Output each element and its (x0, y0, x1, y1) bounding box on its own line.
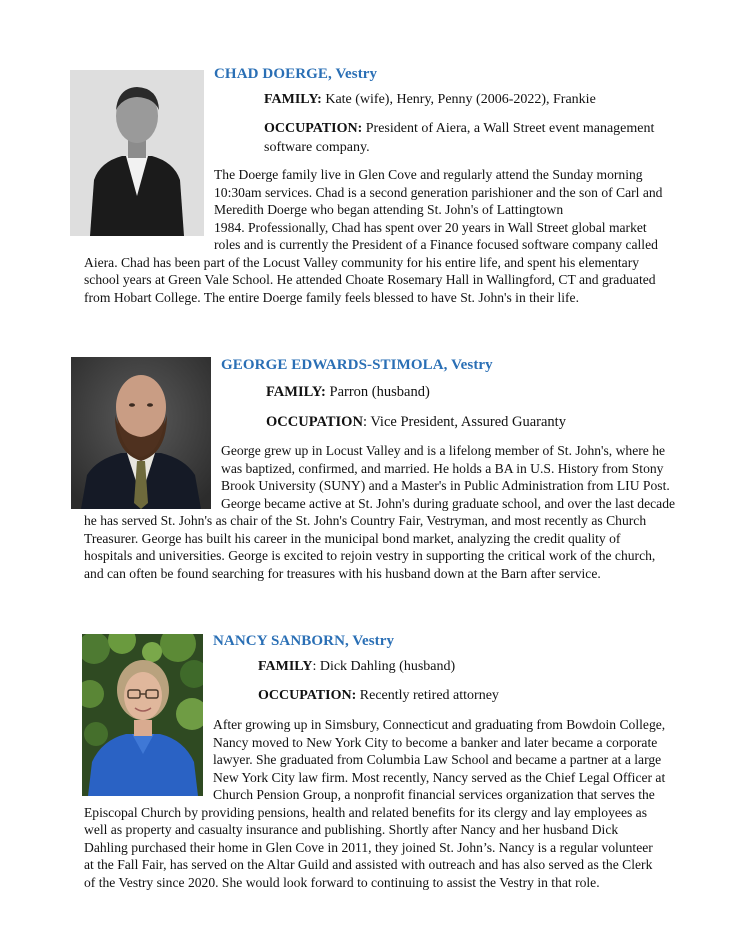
bio-line: The Doerge family live in Glen Cove and regularly attend the Sunday morning (214, 167, 643, 182)
occupation-line (264, 119, 654, 138)
bio-line: Brook University (SUNY) and a Master's in Public Administration from LIU Post. (221, 478, 670, 493)
bio-line: Church Pension Group, a nonprofit financial services organization that serves the (213, 787, 655, 802)
occupation-line (266, 413, 566, 432)
bio-line: Treasurer. George has built his career in the municipal bond market, analyzing the credit quality of (84, 530, 621, 546)
member-name: CHAD DOERGE, Vestry (214, 66, 378, 82)
bio-line: Meredith Doerge who began attending St. John's of Lattingtown (214, 202, 564, 217)
occupation-value: : Vice President, Assured Guaranty (362, 414, 566, 430)
bio-line: New York City law firm. Most recently, Nancy served as the Chief Legal Officer at (213, 769, 666, 785)
occupation-label: OCCUPATION (266, 414, 363, 430)
bio-line: Aiera. Chad has been part of the Locust Valley community for his entire life, and spent his elementary (84, 254, 640, 270)
bio-line: lawyer. She graduated from Columbia Law School and became a partner at a large (213, 752, 662, 767)
occupation-line-cont: software company. (264, 140, 370, 155)
family-line (266, 383, 430, 402)
bio-line: well as property and casualty insurance and publishing. Shortly after Nancy and her husband Dick (84, 822, 619, 837)
bio-line: hospitals and universities. George is excited to rejoin vestry in supporting the critical work of the church, (84, 548, 656, 563)
bio-line: of the Vestry since 2020. She would look forward to continuing to assist the Vestry in that role. (84, 874, 600, 890)
bio-line: Nancy moved to New York City to become a banker and later became a corporate (213, 734, 658, 750)
bio-line: After growing up in Simsbury, Connecticut and graduating from Bowdoin College, (213, 717, 666, 732)
bio-line: he has served St. John's as chair of the St. John's Country Fair, Vestryman, and most recently as Church (84, 513, 647, 528)
occupation-label: OCCUPATION: (258, 688, 357, 703)
bio-line: 1984. Professionally, Chad has spent over 20 years in Wall Street global market (214, 219, 647, 235)
family-line (258, 657, 455, 676)
bio-line: roles and is currently the President of a Finance focused software company called (214, 237, 658, 252)
family-label: FAMILY (258, 659, 313, 674)
family-label: FAMILY: (264, 92, 322, 107)
family-label: FAMILY: (266, 384, 326, 400)
bio-line: was baptized, confirmed, and married. He holds a BA in U.S. History from Stony (221, 460, 664, 476)
bio-line: from Hobart College. The entire Doerge family feels blessed to have St. John's in their life. (84, 289, 579, 305)
portrait-photo (70, 70, 204, 236)
bio-line: Dahling purchased their home in Glen Cove in 2011, they joined St. John’s. Nancy is a regular volunteer (84, 839, 653, 855)
occupation-label: OCCUPATION: (264, 121, 363, 136)
bio-line: 10:30am services. Chad is a second generation parishioner and the son of Carl and (214, 184, 663, 200)
member-name: GEORGE EDWARDS-STIMOLA, Vestry (221, 357, 493, 373)
bio-line: George became active at St. John's during graduate school, and over the last decade (221, 495, 676, 511)
occupation-line (258, 686, 499, 705)
bio-line: Episcopal Church by providing pensions, health and related benefits for its clergy and lay employees as (84, 804, 647, 820)
bio-line: at the Fall Fair, has served on the Altar Guild and assisted with outreach and has also served as the Clerk (84, 857, 653, 872)
occupation-value: Recently retired attorney (356, 688, 499, 703)
bio-line: George grew up in Locust Valley and is a lifelong member of St. John's, where he (221, 443, 666, 458)
family-line (264, 90, 596, 109)
family-value: Kate (wife), Henry, Penny (2006-2022), Frankie (321, 92, 596, 107)
family-value: : Dick Dahling (husband) (312, 659, 456, 674)
bio-line: school years at Green Vale School. He attended Choate Rosemary Hall in Wallingford, CT and graduated (84, 272, 656, 287)
occupation-value: President of Aiera, a Wall Street event management (362, 121, 655, 136)
member-name: NANCY SANBORN, Vestry (213, 633, 395, 649)
family-value: Parron (husband) (325, 384, 430, 400)
portrait-photo (82, 634, 203, 796)
portrait-photo (71, 357, 211, 509)
bio-line: and can often be found searching for treasures with his husband down at the Barn after service. (84, 565, 601, 581)
